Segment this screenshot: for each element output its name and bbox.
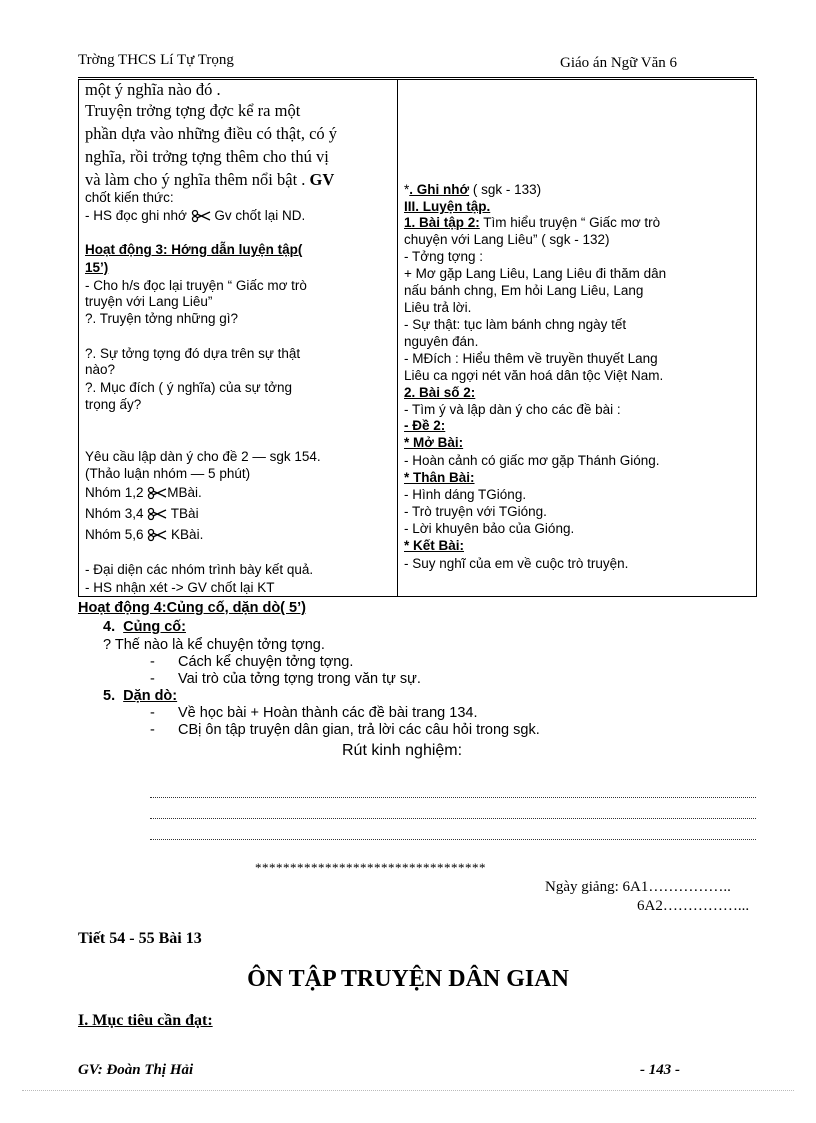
star-separator: *********************************: [255, 860, 486, 875]
topic-2: - Đề 2:: [404, 418, 446, 433]
right-line-18: - Hình dáng TGióng.: [404, 487, 527, 502]
scissors-icon: [147, 528, 167, 542]
right-line-6: nấu bánh chng, Em hỏi Lang Liêu, Lang: [404, 283, 644, 298]
group-3-4: Nhóm 3,4 TBài: [85, 506, 199, 521]
date-6a1: Ngày giảng: 6A1……………..: [545, 879, 731, 895]
right-line-9: nguyên đán.: [404, 334, 479, 349]
consolidate-question: ? Thế nào là kể chuyện tởng tợng.: [103, 637, 325, 653]
right-line-19: - Trò truyện với TGióng.: [404, 504, 547, 519]
activity-3-heading: Hoạt động 3: Hớng dẫn luyện tập(: [85, 242, 303, 257]
header-rule: [78, 77, 754, 78]
left-line-7: - HS đọc ghi nhớ Gv chốt lại ND.: [85, 208, 306, 223]
experience-heading: Rút kinh nghiệm:: [342, 742, 463, 759]
lesson-table: [78, 79, 757, 597]
exercise-no-2: 2. Bài số 2:: [404, 385, 476, 400]
left-line-1: một ý nghĩa nào đó .: [85, 80, 221, 99]
intro-heading: * Mở Bài:: [404, 435, 464, 450]
bullet-1: Cách kể chuyện tởng tợng.: [178, 654, 354, 670]
student-content-column: [398, 80, 757, 597]
right-line-7: Liêu trả lời.: [404, 300, 472, 315]
activity-4-heading: Hoạt động 4:Củng cố, dặn dò( 5’): [78, 600, 306, 616]
right-line-4: - Tởng tợng :: [404, 249, 483, 264]
left-line-2: Truyện trởng tợng đợc kể ra một: [85, 101, 301, 120]
left-question-3: ?. Mục đích ( ý nghĩa) của sự tởng: [85, 380, 292, 395]
objectives-heading: I. Mục tiêu cần đạt:: [78, 1012, 213, 1029]
body-heading: * Thân Bài:: [404, 470, 475, 485]
left-line-conclude: - HS nhận xét -> GV chốt lại KT: [85, 580, 275, 595]
bullet-2: Vai trò của tởng tợng trong văn tự sự.: [178, 671, 421, 687]
exercise-2: 1. Bài tập 2: Tìm hiểu truyện “ Giấc mơ trò: [404, 215, 661, 230]
notes-line-1: [150, 797, 756, 798]
conclusion-heading: * Kết Bài:: [404, 538, 465, 553]
homework-heading: 5. Dặn dò:: [103, 688, 178, 704]
bullet-1-dash: -: [150, 654, 155, 670]
right-line-16: - Hoàn cảnh có giấc mơ gặp Thánh Gióng.: [404, 453, 660, 468]
left-line-6: chốt kiến thức:: [85, 190, 174, 205]
school-name: Trờng THCS Lí Tự Trọng: [78, 52, 234, 68]
activity-3-time: 15’): [85, 260, 109, 275]
scissors-icon: [191, 209, 211, 223]
left-task: Yêu cầu lập dàn ý cho đề 2 — sgk 154.: [85, 449, 321, 464]
right-line-11: Liêu ca ngợi nét văn hoá dân tộc Việt Nam.: [404, 368, 664, 383]
bullet-4-dash: -: [150, 722, 155, 738]
scissors-icon: [147, 486, 167, 500]
lesson-number: Tiết 54 - 55 Bài 13: [78, 930, 202, 947]
note-line: *. Ghi nhớ ( sgk - 133): [404, 182, 542, 197]
left-line-5: và làm cho ý nghĩa thêm nổi bật . GV: [85, 170, 335, 189]
bullet-2-dash: -: [150, 671, 155, 687]
date-6a2: 6A2……………...: [637, 898, 750, 914]
scissors-icon: [147, 507, 167, 521]
group-1-2: Nhóm 1,2 MBài.: [85, 485, 202, 500]
left-line-3: phần dựa vào những điều có thật, có ý: [85, 124, 338, 143]
right-line-22: - Suy nghĩ của em về cuộc trò truyện.: [404, 556, 629, 571]
left-line-11: truyện với Lang Liêu”: [85, 294, 213, 309]
left-question-1: ?. Truyện tởng những gì?: [85, 311, 238, 326]
left-line-report: - Đại diện các nhóm trình bày kết quả.: [85, 562, 314, 577]
bullet-3-dash: -: [150, 705, 155, 721]
left-line-4: nghĩa, rồi trởng tợng thêm cho thú vị: [85, 147, 329, 166]
bullet-4: CBị ôn tập truyện dân gian, trả lời các câu hỏi trong sgk.: [178, 722, 540, 738]
document-title: Giáo án Ngữ Văn 6: [560, 55, 677, 71]
practice-heading: III. Luyện tập.: [404, 199, 491, 214]
teacher-activity-column: [79, 80, 398, 597]
group-5-6: Nhóm 5,6 KBài.: [85, 527, 204, 542]
right-line-13: - Tìm ý và lập dàn ý cho các đề bài :: [404, 402, 621, 417]
bullet-3: Về học bài + Hoàn thành các đề bài trang 134.: [178, 705, 478, 721]
page-number: - 143 -: [640, 1062, 680, 1078]
right-line-10: - MĐích : Hiểu thêm về truyền thuyết Lang: [404, 351, 658, 366]
left-line-14: nào?: [85, 362, 116, 377]
left-discussion: (Thảo luận nhóm — 5 phút): [85, 466, 251, 481]
left-question-2: ?. Sự tởng tợng đó dựa trên sự thật: [85, 346, 301, 361]
notes-line-2: [150, 818, 756, 819]
teacher-name: GV: Đoàn Thị Hải: [78, 1062, 194, 1078]
lesson-title: ÔN TẬP TRUYỆN DÂN GIAN: [247, 966, 569, 992]
right-line-5: + Mơ gặp Lang Liêu, Lang Liêu đi thăm dân: [404, 266, 667, 281]
right-line-3: chuyện với Lang Liêu” ( sgk - 132): [404, 232, 610, 247]
notes-line-3: [150, 839, 756, 840]
page-bottom-rule: [22, 1090, 794, 1091]
consolidate-heading: 4. Củng cố:: [103, 619, 186, 635]
left-line-16: trọng ấy?: [85, 397, 142, 412]
right-line-20: - Lời khuyên bảo của Gióng.: [404, 521, 575, 536]
left-line-10: - Cho h/s đọc lại truyện “ Giấc mơ trò: [85, 278, 307, 293]
right-line-8: - Sự thật: tục làm bánh chng ngày tết: [404, 317, 627, 332]
